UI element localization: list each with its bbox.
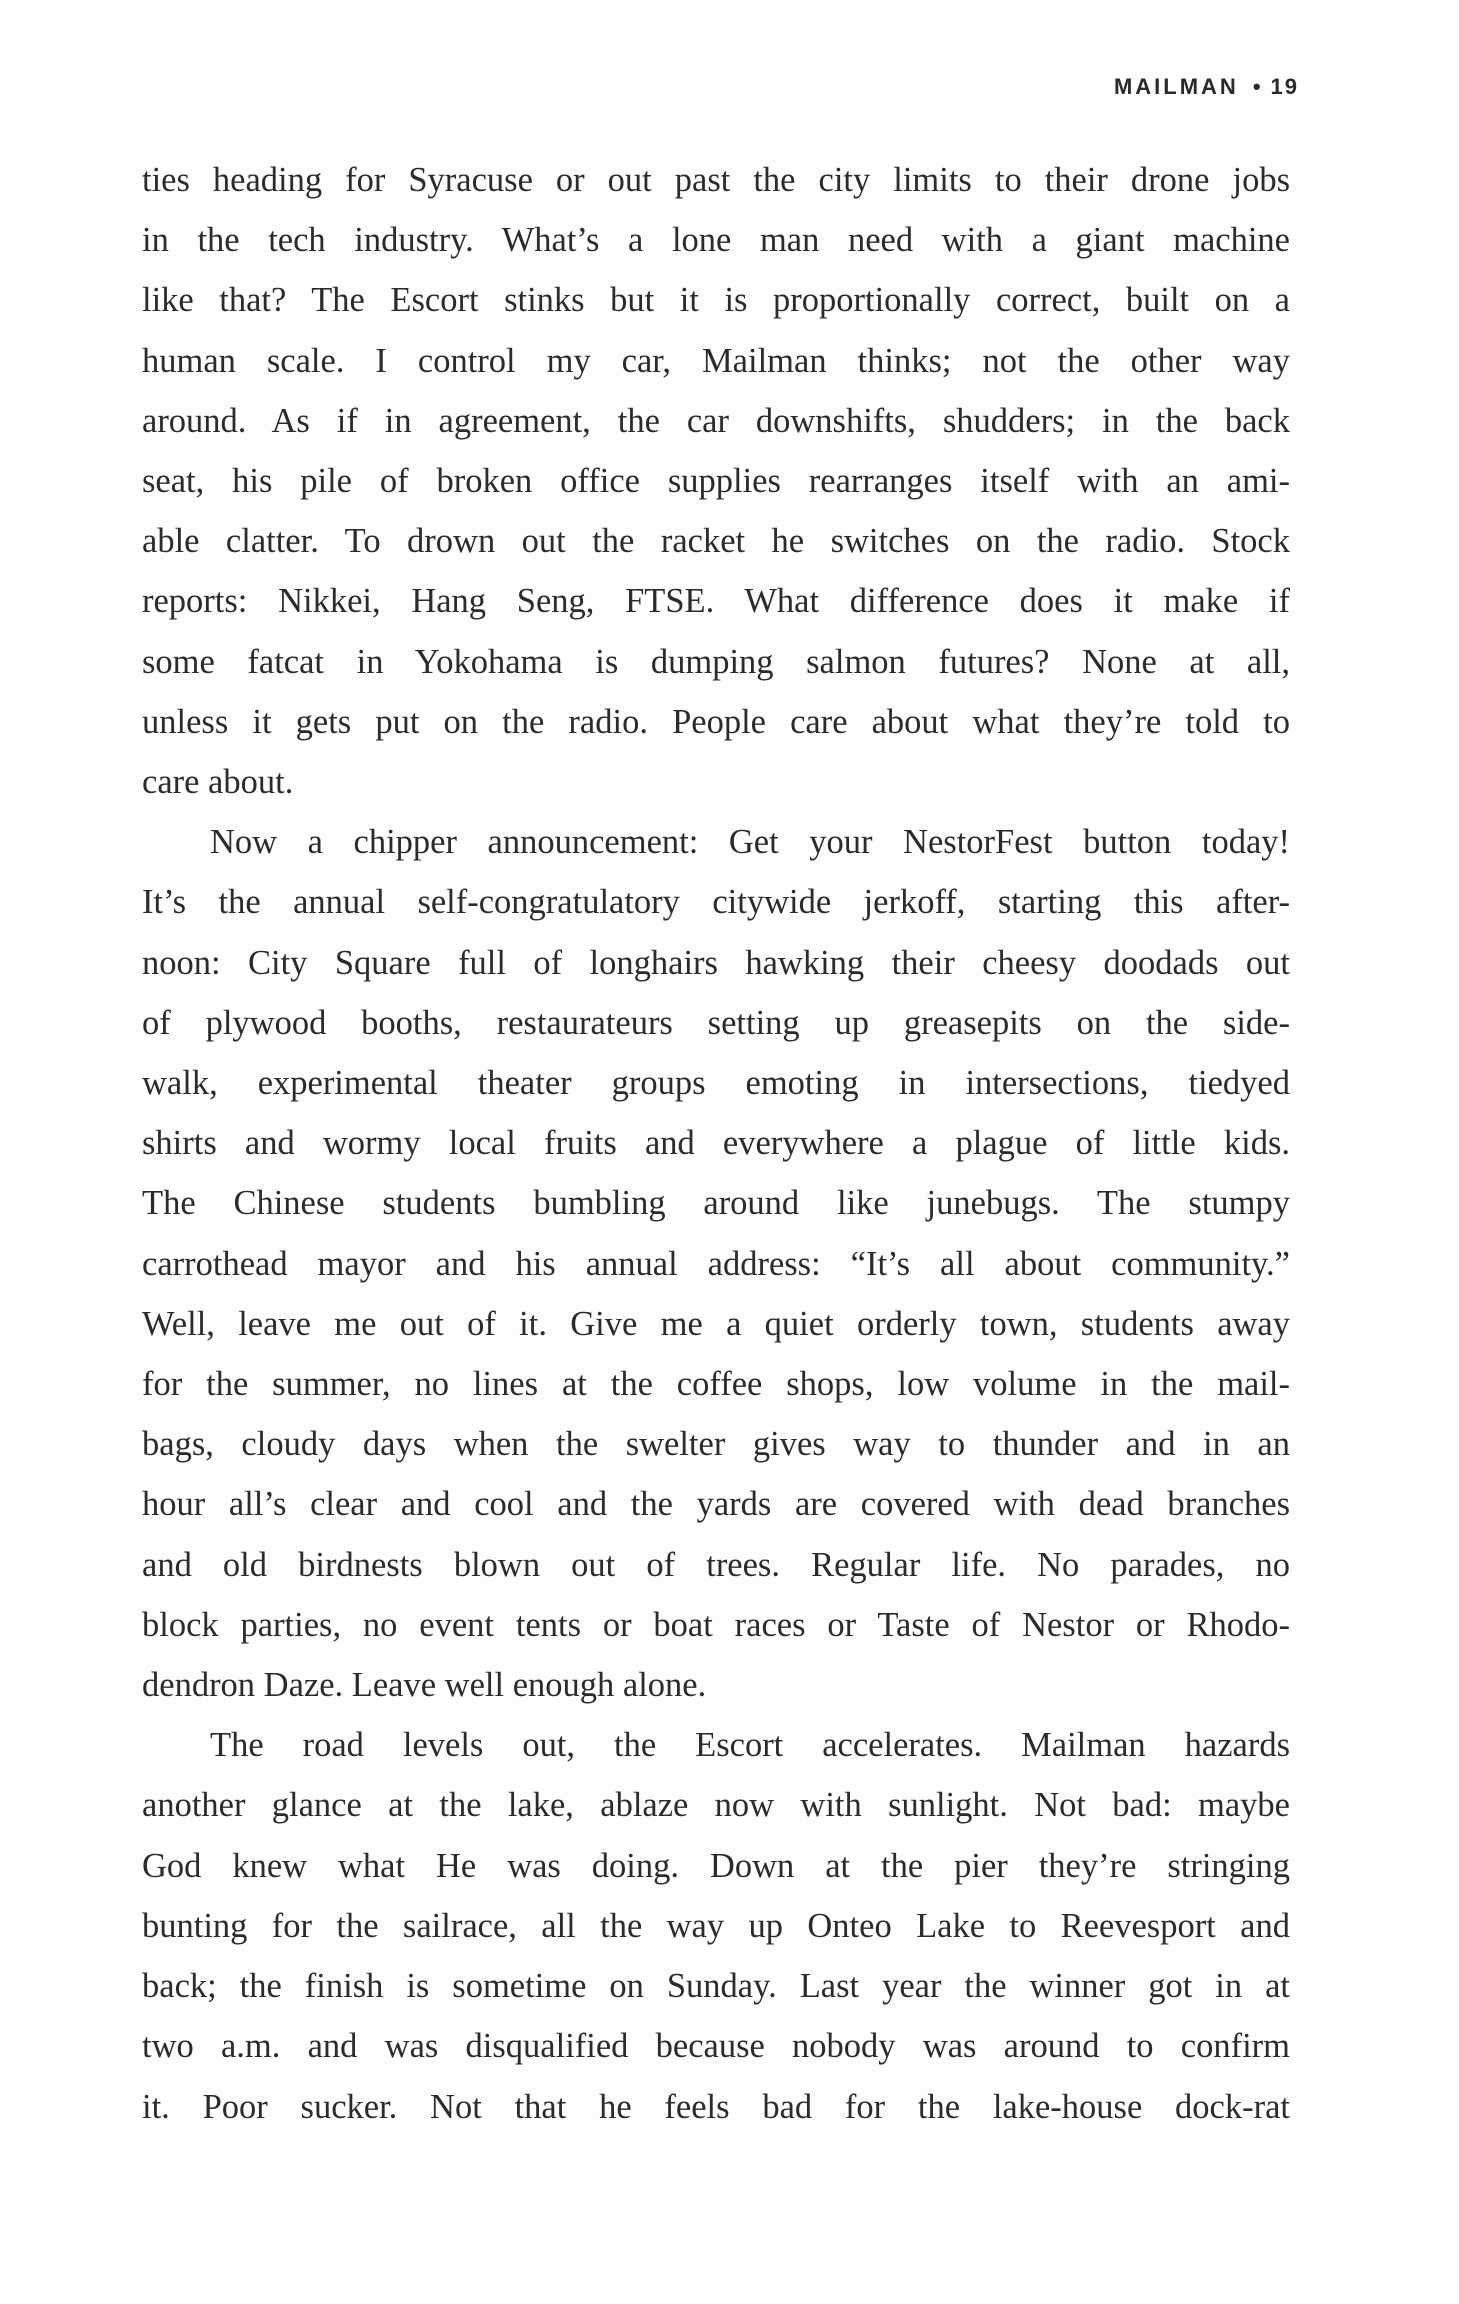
running-head-title: MAILMAN [1113, 74, 1239, 99]
text-line: another glance at the lake, ablaze now with sunlight. Not bad: maybe [142, 1786, 1290, 1825]
text-line: around. As if in agreement, the car downshifts, shudders; in the back [142, 401, 1290, 440]
text-line: hour all’s clear and cool and the yards are covered with dead branches [142, 1485, 1290, 1524]
text-line: like that? The Escort stinks but it is proportionally correct, built on a [142, 281, 1290, 320]
paragraph [142, 150, 1290, 812]
text-line: walk, experimental theater groups emoting in intersections, tiedyed [142, 1064, 1290, 1103]
text-line: seat, his pile of broken office supplies rearranges itself with an ami- [142, 462, 1290, 501]
text-line: noon: City Square full of longhairs hawking their cheesy doodads out [142, 943, 1290, 982]
running-head [1114, 74, 1299, 100]
paragraph [142, 1715, 1290, 2136]
text-line: of plywood booths, restaurateurs setting up greasepits on the side- [142, 1003, 1290, 1042]
text-line: It’s the annual self-congratulatory citywide jerkoff, starting this after- [142, 883, 1290, 922]
text-line: for the summer, no lines at the coffee shops, low volume in the mail- [142, 1365, 1290, 1404]
text-line: The Chinese students bumbling around like junebugs. The stumpy [142, 1184, 1290, 1223]
body-text [142, 150, 1290, 2137]
page-number: 19 [1270, 74, 1299, 99]
text-line: Now a chipper announcement: Get your NestorFest button today! [210, 823, 1290, 862]
text-line: reports: Nikkei, Hang Seng, FTSE. What difference does it make if [142, 582, 1290, 621]
text-line: it. Poor sucker. Not that he feels bad for the lake-house dock-rat [142, 2087, 1290, 2126]
text-line: bunting for the sailrace, all the way up Onteo Lake to Reevesport and [142, 1906, 1290, 1945]
text-line: care about. [142, 763, 294, 802]
text-line: The road levels out, the Escort accelerates. Mailman hazards [210, 1726, 1290, 1765]
text-line: block parties, no event tents or boat races or Taste of Nestor or Rhodo- [142, 1605, 1290, 1644]
text-line: Well, leave me out of it. Give me a quiet orderly town, students away [142, 1304, 1290, 1343]
text-line: dendron Daze. Leave well enough alone. [142, 1666, 707, 1705]
paragraph [142, 812, 1290, 1715]
text-line: bags, cloudy days when the swelter gives way to thunder and in an [142, 1425, 1290, 1464]
text-line: two a.m. and was disqualified because nobody was around to confirm [142, 2027, 1290, 2066]
text-line: human scale. I control my car, Mailman thinks; not the other way [142, 341, 1290, 380]
running-head-separator: • [1252, 74, 1261, 99]
text-line: and old birdnests blown out of trees. Regular life. No parades, no [142, 1545, 1290, 1584]
text-line: in the tech industry. What’s a lone man need with a giant machine [142, 221, 1290, 260]
text-line: carrothead mayor and his annual address: “It’s all about community.” [142, 1244, 1290, 1283]
text-line: God knew what He was doing. Down at the pier they’re stringing [142, 1846, 1290, 1885]
text-line: some fatcat in Yokohama is dumping salmon futures? None at all, [142, 642, 1290, 681]
text-line: shirts and wormy local fruits and everywhere a plague of little kids. [142, 1124, 1290, 1163]
text-line: ties heading for Syracuse or out past the city limits to their drone jobs [142, 161, 1290, 199]
text-line: unless it gets put on the radio. People care about what they’re told to [142, 702, 1290, 741]
text-line: able clatter. To drown out the racket he switches on the radio. Stock [142, 522, 1290, 561]
text-line: back; the finish is sometime on Sunday. Last year the winner got in at [142, 1967, 1290, 2006]
